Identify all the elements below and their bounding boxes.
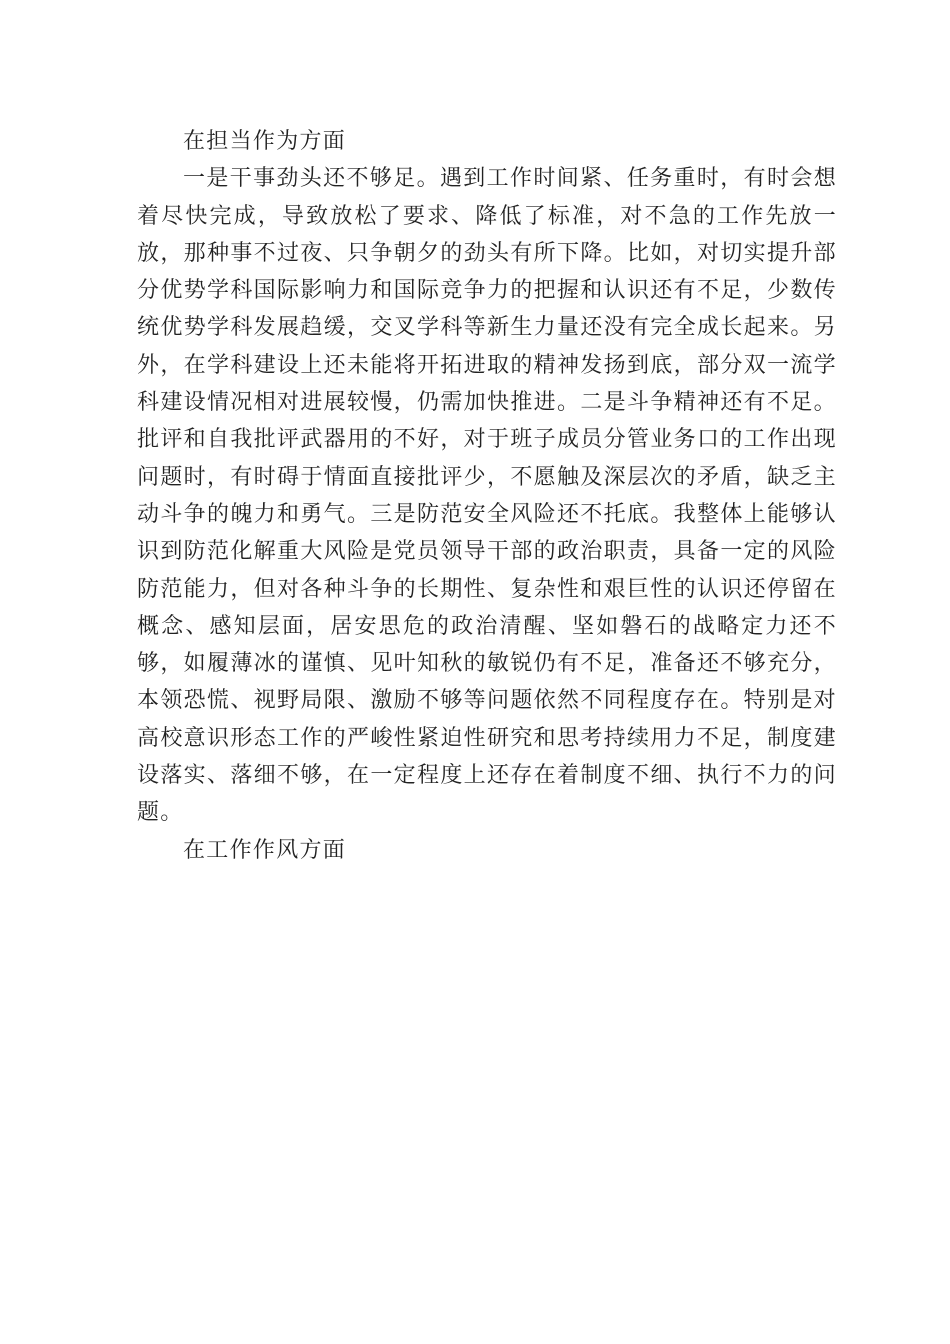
- section-heading-work-style: 在工作作风方面: [183, 837, 347, 863]
- document-body: [137, 123, 837, 869]
- section-heading-responsibility: 在担当作为方面: [183, 129, 347, 154]
- body-paragraph: 一是干事劲头还不够足。遇到工作时间紧、任务重时，有时会想着尽快完成，导致放松了要求、降低了标准，对不急的工作先放一放，那种事不过夜、只争朝夕的劲头有所下降。比如，对切实提升部分优势学科国际影响力和国际竞争力的把握和认识还有不足，少数传统优势学科发展趋缓，交叉学科等新生力量还没有完全成长起来。另外，在学科建设上还未能将开拓进取的精神发扬到底，部分双一流学科建设情况相对进展较慢，仍需加快推进。二是斗争精神还有不足。批评和自我批评武器用的不好，对于班子成员分管业务口的工作出现问题时，有时碍于情面直接批评少，不愿触及深层次的矛盾，缺乏主动斗争的魄力和勇气。三是防范安全风险还不托底。我整体上能够认识到防范化解重大风险是党员领导干部的政治职责，具备一定的风险防范能力，但对各种斗争的长期性、复杂性和艰巨性的认识还停留在概念、感知层面，居安思危的政治清醒、坚如磐石的战略定力还不够，如履薄冰的谨慎、见叶知秋的敏锐仍有不足，准备还不够充分，本领恐慌、视野局限、激励不够等问题依然不同程度存在。特别是对高校意识形态工作的严峻性紧迫性研究和思考持续用力不足，制度建设落实、落细不够，在一定程度上还存在着制度不细、执行不力的问题。: [137, 166, 837, 826]
